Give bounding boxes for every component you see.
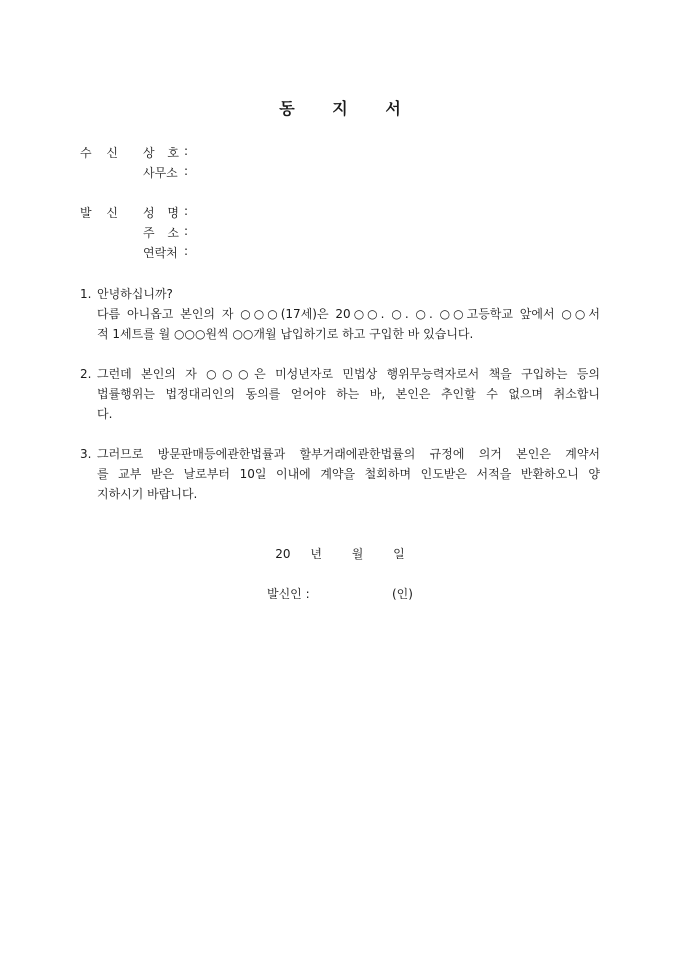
- date-day-unit: 일: [393, 547, 405, 561]
- date-line: [0, 545, 680, 562]
- recipient-field-label: 사무소: [143, 166, 178, 180]
- date-year-unit: 년: [310, 547, 322, 561]
- field-colon: :: [184, 224, 189, 238]
- paragraph-number: 3.: [80, 447, 92, 461]
- field-colon: :: [184, 244, 189, 258]
- date-month-unit: 월: [351, 547, 364, 561]
- paragraph-line: 다름 아니옵고 본인의 자 ○○○(17세)은 20○○. ○. ○. ○○고등학교 앞에서 ○○서: [97, 307, 600, 321]
- paragraph-line: 안녕하십니까?: [97, 287, 173, 301]
- paragraph-line: 법률행위는 법정대리인의 동의를 얻어야 하는 바, 본인은 추인할 수 없으며 취소합니: [97, 387, 600, 401]
- signature-line: [267, 585, 413, 602]
- paragraph-line: 그런데 본인의 자 ○○○은 미성년자로 민법상 행위무능력자로서 책을 구입하는 등의: [97, 367, 600, 381]
- recipient-field-label: 상 호: [143, 146, 179, 160]
- sender-field-label: 주 소: [143, 226, 179, 240]
- seal-mark: (인): [392, 587, 413, 601]
- sender-field-label: 성 명: [143, 206, 179, 220]
- paragraph-line: 적 1세트를 월 ○○○원씩 ○○개월 납입하기로 하고 구입한 바 있습니다.: [97, 327, 474, 341]
- sender-field-label: 연락처: [143, 246, 178, 260]
- signature-label: 발신인 :: [267, 587, 310, 601]
- field-colon: :: [184, 204, 189, 218]
- paragraph-number: 1.: [80, 287, 92, 301]
- title-char: 지: [332, 99, 348, 118]
- paragraph-line: 그러므로 방문판매등에관한법률과 할부거래에관한법률의 규정에 의거 본인은 계약서: [97, 447, 600, 461]
- recipient-group-label: 수 신: [80, 146, 118, 160]
- paragraph-2: [80, 364, 600, 424]
- paragraph-number: 2.: [80, 367, 92, 381]
- paragraph-1: [80, 284, 600, 344]
- paragraph-line: 다.: [97, 407, 113, 421]
- date-year: 20: [275, 547, 291, 561]
- field-colon: :: [184, 164, 189, 178]
- title-char: 서: [385, 99, 401, 118]
- paragraph-line: 지하시기 바랍니다.: [97, 487, 198, 501]
- sender-group-label: 발 신: [80, 206, 118, 220]
- field-colon: :: [184, 144, 189, 158]
- title-char: 동: [279, 99, 295, 118]
- paragraph-3: [80, 444, 600, 504]
- paragraph-line: 를 교부 받은 날로부터 10일 이내에 계약을 철회하며 인도받은 서적을 반환하오니 양: [97, 467, 600, 481]
- document-title: [0, 96, 680, 119]
